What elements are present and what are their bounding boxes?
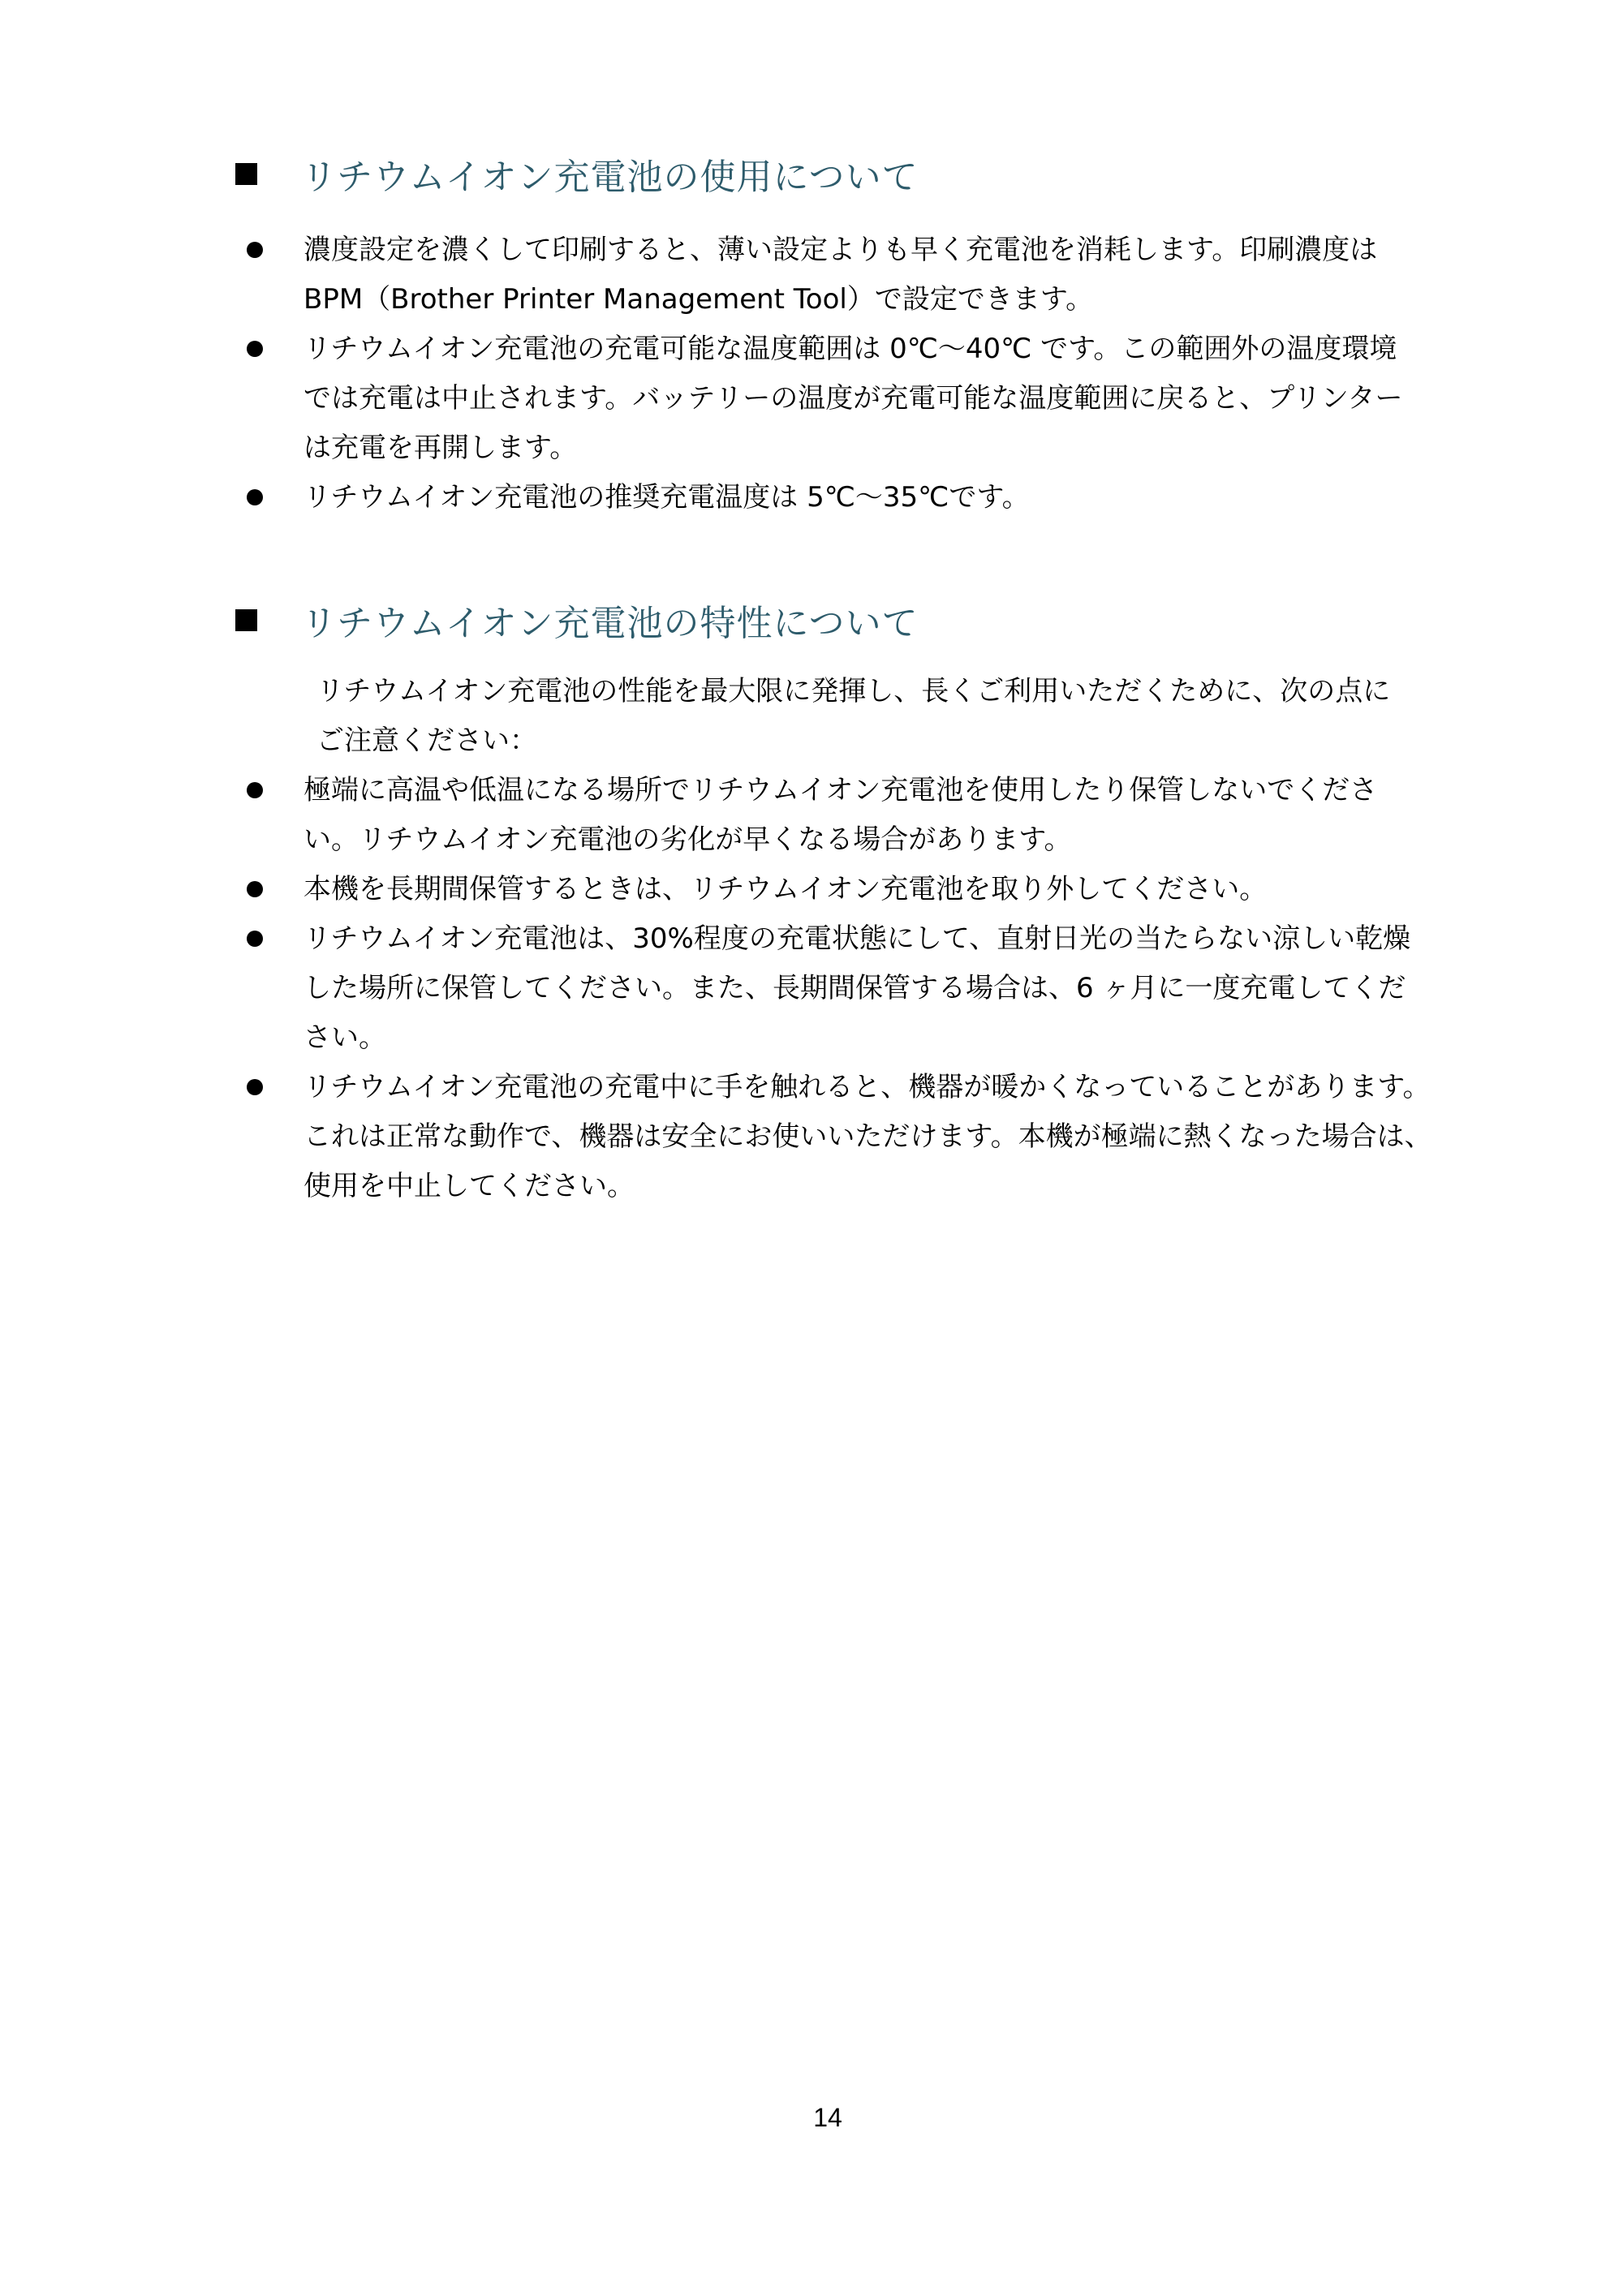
round-bullet-icon <box>247 1079 263 1095</box>
section-heading-text: リチウムイオン充電池の特性について <box>301 603 919 644</box>
round-bullet-icon <box>247 931 263 947</box>
list-item-text: 極端に高温や低温になる場所でリチウムイオン充電池を使用したり保管しないでくださ い。リチウムイオン充電池の劣化が早くなる場合があります。 <box>304 774 1378 856</box>
list-item-text: リチウムイオン充電池の推奨充電温度は 5℃～35℃です。 <box>304 481 1030 514</box>
list-item-text: 本機を長期間保管するときは、リチウムイオン充電池を取り外してください。 <box>304 873 1268 905</box>
square-bullet-icon <box>235 609 257 631</box>
square-bullet-icon <box>235 163 257 185</box>
round-bullet-icon <box>247 242 263 258</box>
list-item-text: リチウムイオン充電池は、30%程度の充電状態にして、直射日光の当たらない涼しい乾燥 した場所に保管してください。また、長期間保管する場合は、6 ヶ月に一度充電してくだ さい。 <box>304 922 1411 1054</box>
section-heading-usage <box>235 149 919 198</box>
round-bullet-icon <box>247 782 263 798</box>
round-bullet-icon <box>247 341 263 357</box>
section-heading-text: リチウムイオン充電池の使用について <box>301 157 919 198</box>
round-bullet-icon <box>247 881 263 897</box>
list-item-text: 濃度設定を濃くして印刷すると、薄い設定よりも早く充電池を消耗します。印刷濃度は BPM（Brother Printer Management Tool）で設定できます。 <box>304 234 1378 316</box>
section-heading-characteristics <box>235 595 919 644</box>
page-number: 14 <box>813 2103 842 2132</box>
round-bullet-icon <box>247 489 263 505</box>
section-intro: リチウムイオン充電池の性能を最大限に発揮し、長くご利用いただくために、次の点に ご注意ください： <box>316 675 1391 757</box>
list-item-text: リチウムイオン充電池の充電可能な温度範囲は 0℃～40℃ です。この範囲外の温度環境 では充電は中止されます。バッテリーの温度が充電可能な温度範囲に戻ると、プリンター は充電を再開します。 <box>304 333 1403 464</box>
list-item-text: リチウムイオン充電池の充電中に手を触れると、機器が暖かくなっていることがあります。 これは正常な動作で、機器は安全にお使いいただけます。本機が極端に熱くなった場合は、 使用を中止してください。 <box>304 1071 1432 1202</box>
